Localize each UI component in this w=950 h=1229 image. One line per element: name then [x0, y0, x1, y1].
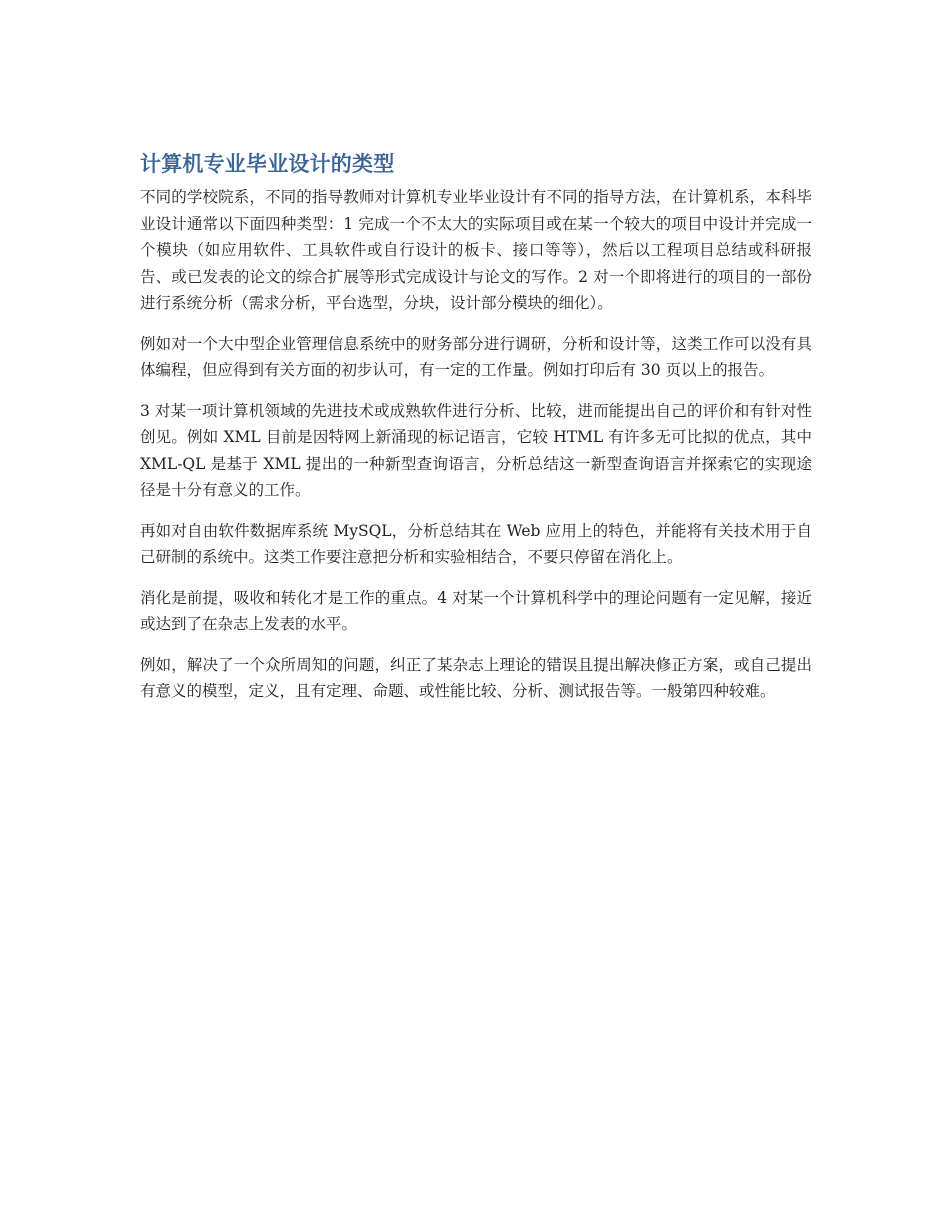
- paragraph-3: 3 对某一项计算机领域的先进技术或成熟软件进行分析、比较，进而能提出自己的评价和有针对性创见。例如 XML 目前是因特网上新涌现的标记语言，它较 HTML 有许多无可比拟的优点，其中 XML-QL 是基于 XML 提出的一种新型查询语言，分析总结这一新型查询语言并探索它的实现途径是十分有意义的工作。: [140, 401, 812, 499]
- paragraph-2: 例如对一个大中型企业管理信息系统中的财务部分进行调研，分析和设计等，这类工作可以没有具体编程，但应得到有关方面的初步认可，有一定的工作量。例如打印后有 30 页以上的报告。: [140, 334, 812, 379]
- document-content: [140, 148, 812, 719]
- document-title: 计算机专业毕业设计的类型: [140, 152, 395, 176]
- paragraph-5: 消化是前提，吸收和转化才是工作的重点。4 对某一个计算机科学中的理论问题有一定见解，接近或达到了在杂志上发表的水平。: [140, 588, 812, 633]
- paragraph-4: 再如对自由软件数据库系统 MySQL，分析总结其在 Web 应用上的特色，并能将有关技术用于自己研制的系统中。这类工作要注意把分析和实验相结合，不要只停留在消化上。: [140, 521, 812, 566]
- paragraph-1: 不同的学校院系，不同的指导教师对计算机专业毕业设计有不同的指导方法，在计算机系，本科毕业设计通常以下面四种类型：1 完成一个不太大的实际项目或在某一个较大的项目中设计并完成一个模块（如应用软件、工具软件或自行设计的板卡、接口等等），然后以工程项目总结或科研报告、或已发表的论文的综合扩展等形式完成设计与论文的写作。2 对一个即将进行的项目的一部份进行系统分析（需求分析，平台选型，分块，设计部分模块的细化）。: [140, 188, 812, 312]
- paragraph-6: 例如，解决了一个众所周知的问题，纠正了某杂志上理论的错误且提出解决修正方案，或自己提出有意义的模型，定义，且有定理、命题、或性能比较、分析、测试报告等。一般第四种较难。: [140, 655, 812, 700]
